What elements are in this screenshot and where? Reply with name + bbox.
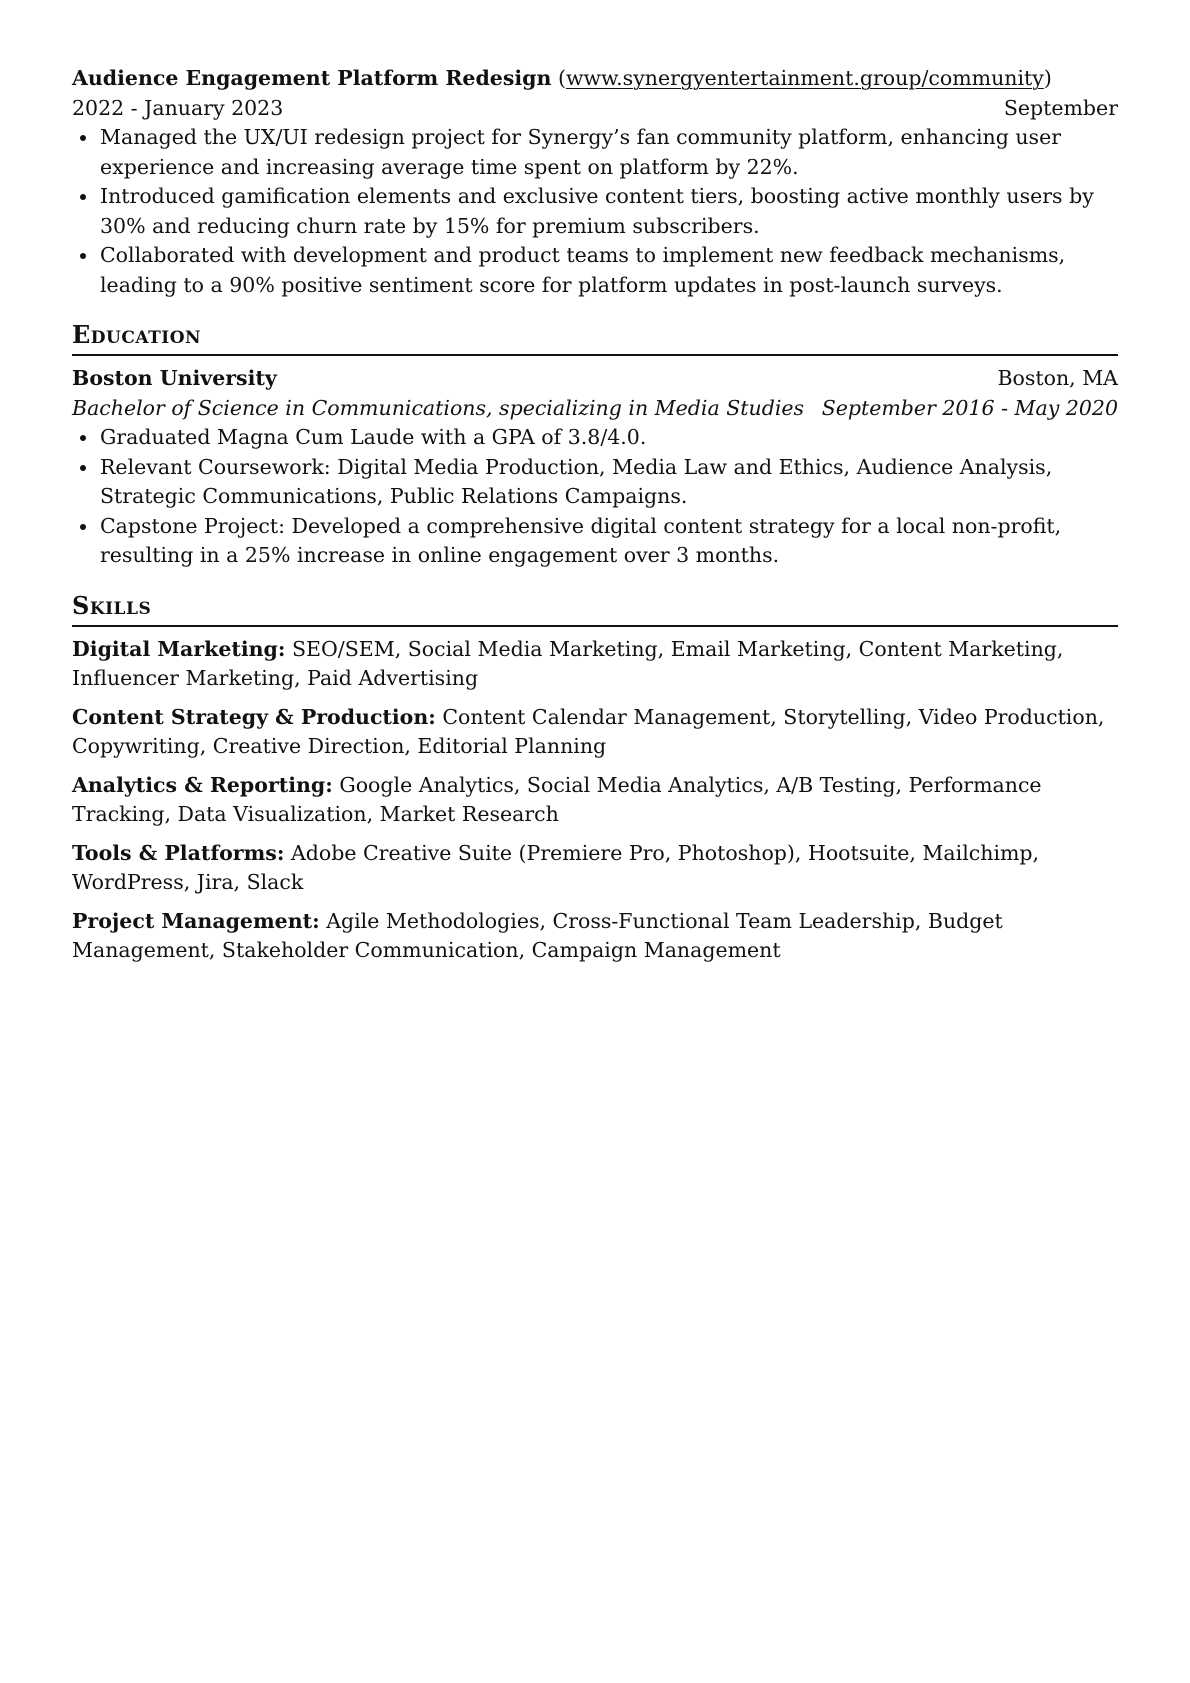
project-bullet-list [72, 123, 1118, 300]
skill-value: Google Analytics, Social Media Analytics, A/B Testing, Performance Tracking, Data Visualization, Market Research [72, 772, 1042, 826]
skill-row [72, 635, 1118, 694]
education-bullet-list [72, 423, 1118, 571]
skills-list [72, 635, 1118, 966]
bullet-dot-icon [80, 194, 86, 200]
school-name: Boston University [72, 366, 277, 390]
education-degree-row [72, 394, 1118, 424]
project-bullet [72, 123, 1118, 182]
project-title: Audience Engagement Platform Redesign [72, 66, 552, 90]
bullet-dot-icon [80, 135, 86, 141]
skill-row [72, 771, 1118, 830]
education-heading: Education [72, 318, 1118, 356]
education-bullet [72, 423, 1118, 453]
project-link-close-paren: ) [1043, 66, 1052, 90]
bullet-dot-icon [80, 253, 86, 259]
skill-row [72, 703, 1118, 762]
project-bullet-text: Collaborated with development and product teams to implement new feedback mechanisms, leading to a 90% positive sentiment score for platform updates in post-launch surveys. [100, 243, 1066, 297]
project-dates-start: September [1003, 95, 1118, 120]
skill-label: Digital Marketing: [72, 636, 286, 661]
skill-label: Project Management: [72, 908, 320, 933]
degree-dates: September 2016 - May 2020 [821, 395, 1118, 420]
school-location: Boston, MA [997, 366, 1118, 390]
bullet-dot-icon [80, 465, 86, 471]
project-dates-end: 2022 - January 2023 [72, 95, 284, 120]
skills-heading: Skills [72, 589, 1118, 627]
project-link-open-paren: ( [557, 66, 566, 90]
skill-label: Analytics & Reporting: [72, 772, 333, 797]
education-bullet [72, 512, 1118, 571]
project-link[interactable]: www.synergyentertainment.group/community [565, 66, 1044, 90]
skill-value: SEO/SEM, Social Media Marketing, Email Marketing, Content Marketing, Influencer Marketing, Paid Advertising [72, 636, 1064, 690]
education-bullet [72, 453, 1118, 512]
degree-name: Bachelor of Science in Communications, specializing in Media Studies [72, 395, 805, 420]
skill-label: Tools & Platforms: [72, 840, 285, 865]
project-bullet [72, 241, 1118, 300]
bullet-dot-icon [80, 435, 86, 441]
education-bullet-text: Relevant Coursework: Digital Media Production, Media Law and Ethics, Audience Analysis, Strategic Communications, Public Relations Campaigns. [100, 454, 1053, 508]
skill-value: Content Calendar Management, Storytelling, Video Production, Copywriting, Creative Direction, Editorial Planning [72, 704, 1105, 758]
project-bullet [72, 182, 1118, 241]
project-bullet-text: Managed the UX/UI redesign project for Synergy’s fan community platform, enhancing user experience and increasing average time spent on platform by 22%. [100, 125, 1062, 179]
skill-value: Adobe Creative Suite (Premiere Pro, Photoshop), Hootsuite, Mailchimp, WordPress, Jira, Slack [72, 840, 1040, 894]
education-school-row [72, 364, 1118, 394]
project-header [72, 64, 1118, 123]
project-bullet-text: Introduced gamification elements and exclusive content tiers, boosting active monthly users by 30% and reducing churn rate by 15% for premium subscribers. [100, 184, 1094, 238]
skill-label: Content Strategy & Production: [72, 704, 436, 729]
skill-row [72, 839, 1118, 898]
education-bullet-text: Graduated Magna Cum Laude with a GPA of 3.8/4.0. [100, 425, 647, 449]
bullet-dot-icon [80, 524, 86, 530]
project-entry [72, 64, 1118, 300]
skill-value: Agile Methodologies, Cross-Functional Team Leadership, Budget Management, Stakeholder Communication, Campaign Management [72, 908, 1003, 962]
skill-row [72, 907, 1118, 966]
education-bullet-text: Capstone Project: Developed a comprehensive digital content strategy for a local non-profit, resulting in a 25% increase in online engagement over 3 months. [100, 513, 1062, 567]
resume-content [72, 64, 1118, 966]
